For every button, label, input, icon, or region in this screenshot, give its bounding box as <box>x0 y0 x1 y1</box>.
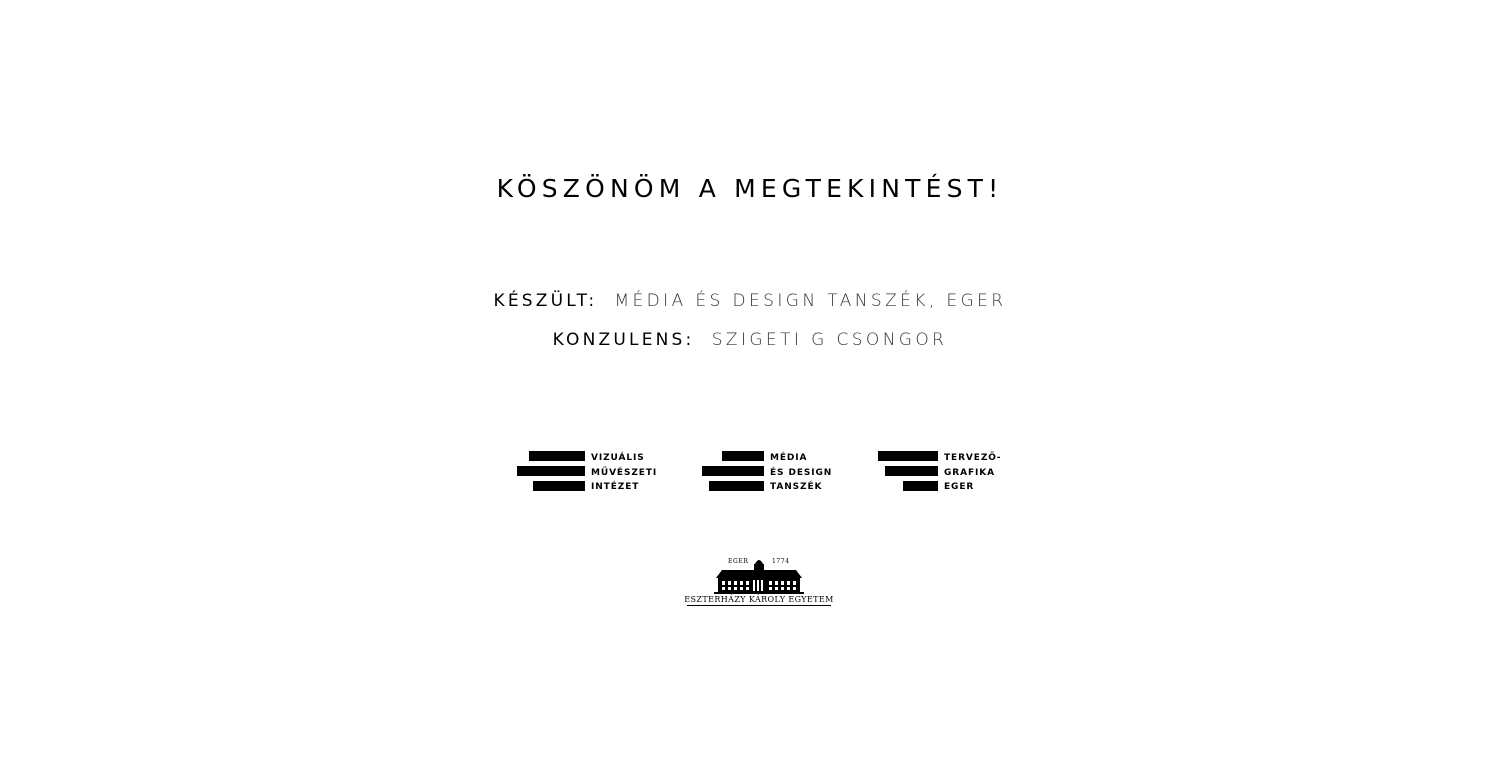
consultant-value: SZIGETI G CSONGOR <box>711 330 948 350</box>
logo-line: VIZUÁLIS <box>591 453 645 463</box>
made-by-value: MÉDIA ÉS DESIGN TANSZÉK, EGER <box>614 291 1007 311</box>
consultant-label: KONZULENS: <box>552 330 695 350</box>
logo-bar <box>533 481 585 491</box>
logo-bar <box>517 466 585 476</box>
logo-line: MÉDIA <box>770 453 808 463</box>
thank-you-heading: KÖSZÖNÖM A MEGTEKINTÉST! <box>496 174 1004 203</box>
made-by-label: KÉSZÜLT: <box>493 291 598 311</box>
logo-line: TERVEZŐ- <box>944 453 1002 463</box>
logo-bar <box>722 451 764 461</box>
logo-line: MŰVÉSZETI <box>591 467 658 478</box>
made-by-line <box>0 291 1500 311</box>
logo-bar <box>702 466 764 476</box>
logo-line: EGER <box>944 482 975 492</box>
logo-bar <box>878 451 938 461</box>
logo-bar <box>709 481 764 491</box>
logo-tervezografika-eger <box>878 451 1003 492</box>
logo-bar <box>885 466 938 476</box>
university-place: EGER <box>728 558 749 565</box>
logo-line: INTÉZET <box>591 482 640 492</box>
university-logo <box>684 556 834 610</box>
logo-line: GRAFIKA <box>944 467 996 478</box>
logo-vizualis-muveszeti-intezet <box>517 451 657 492</box>
consultant-line <box>0 330 1500 350</box>
university-year: 1774 <box>772 558 790 565</box>
logo-media-es-design-tanszek <box>702 451 832 492</box>
university-name: ESZTERHÁZY KÁROLY EGYETEM <box>684 595 834 604</box>
building-icon <box>684 556 834 596</box>
logo-bar <box>529 451 585 461</box>
logo-line: TANSZÉK <box>770 482 823 492</box>
logo-line: ÉS DESIGN <box>770 467 833 478</box>
logo-bar <box>903 481 938 491</box>
university-underline <box>687 605 831 606</box>
